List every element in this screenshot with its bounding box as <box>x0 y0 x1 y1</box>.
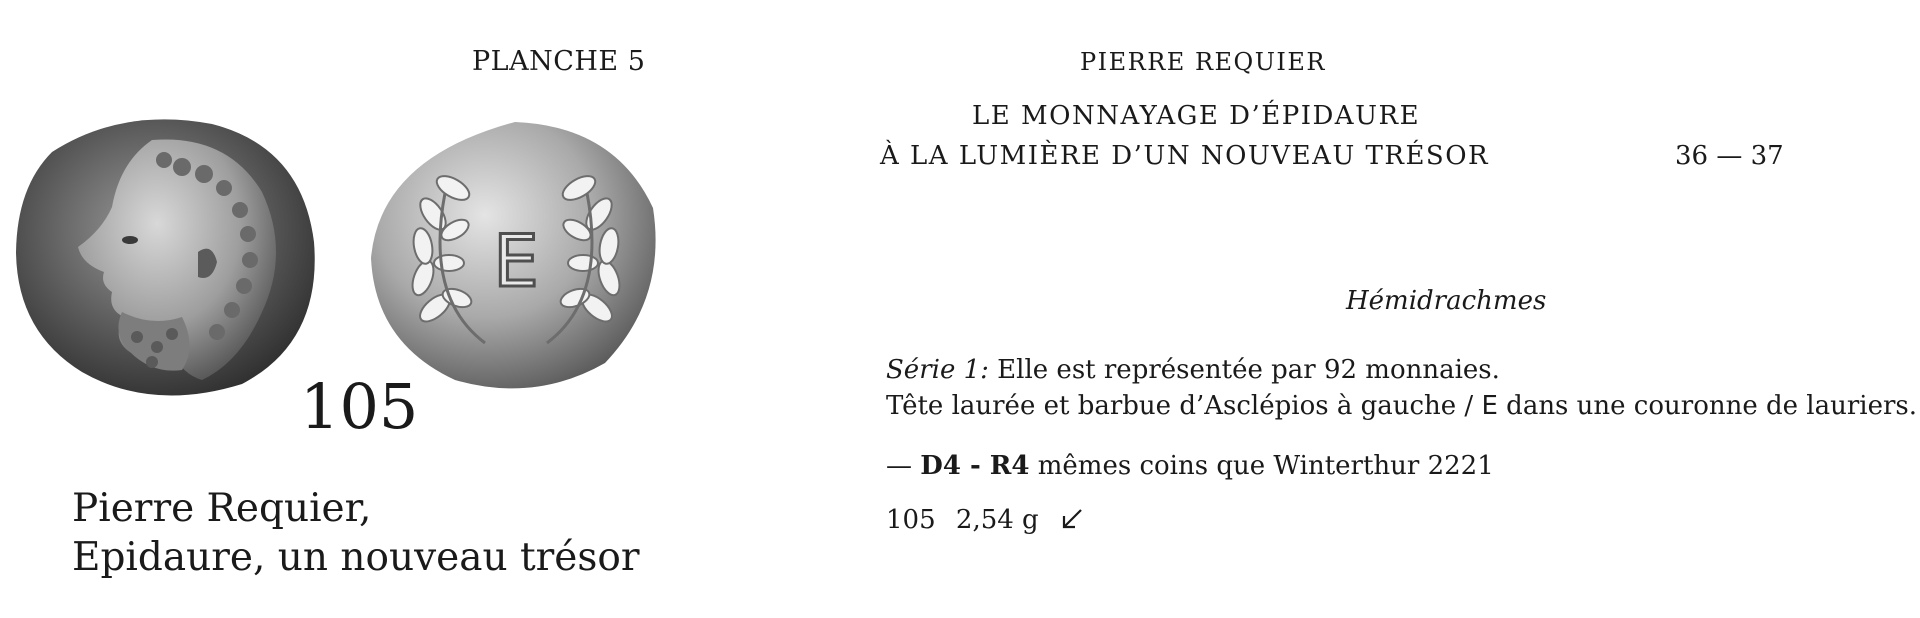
dies-prefix: — <box>886 451 921 481</box>
article-title-line2: À LA LUMIÈRE D’UN NOUVEAU TRÉSOR <box>880 141 1490 171</box>
coin-number: 105 <box>300 370 419 443</box>
dies-code: D4 - R4 <box>920 451 1030 481</box>
dies-text: mêmes coins que Winterthur 2221 <box>1029 451 1494 481</box>
plate-label: PLANCHE 5 <box>472 46 646 77</box>
description-after: dans une couronne de lauriers. <box>1506 391 1918 421</box>
coin-description <box>886 391 1917 421</box>
article-pages: 36 — 37 <box>1675 141 1784 171</box>
serie-text: Elle est représentée par 92 monnaies. <box>997 355 1500 385</box>
plate-caption <box>72 484 640 582</box>
serie-line <box>886 355 1500 385</box>
coin-obverse-image <box>12 112 320 404</box>
caption-author: Pierre Requier, <box>72 486 372 531</box>
coin-reverse-image <box>365 118 665 398</box>
article-author: PIERRE REQUIER <box>1080 48 1326 76</box>
specimen-weight: 2,54 g <box>955 505 1039 535</box>
specimen-number: 105 <box>886 505 936 535</box>
serie-label: Série 1: <box>886 355 989 385</box>
section-heading: Hémidrachmes <box>1346 286 1547 316</box>
description-glyph: E <box>1481 391 1498 421</box>
coin-reverse-letter: E <box>493 219 539 303</box>
caption-title: Epidaure, un nouveau trésor <box>72 535 640 580</box>
dies-line <box>886 451 1494 481</box>
article-title-line1: LE MONNAYAGE D’ÉPIDAURE <box>972 101 1421 131</box>
specimen-line <box>886 505 1085 535</box>
description-before: Tête laurée et barbue d’Asclépios à gauche / <box>886 391 1474 421</box>
arrow-down-left-icon <box>1059 506 1085 532</box>
